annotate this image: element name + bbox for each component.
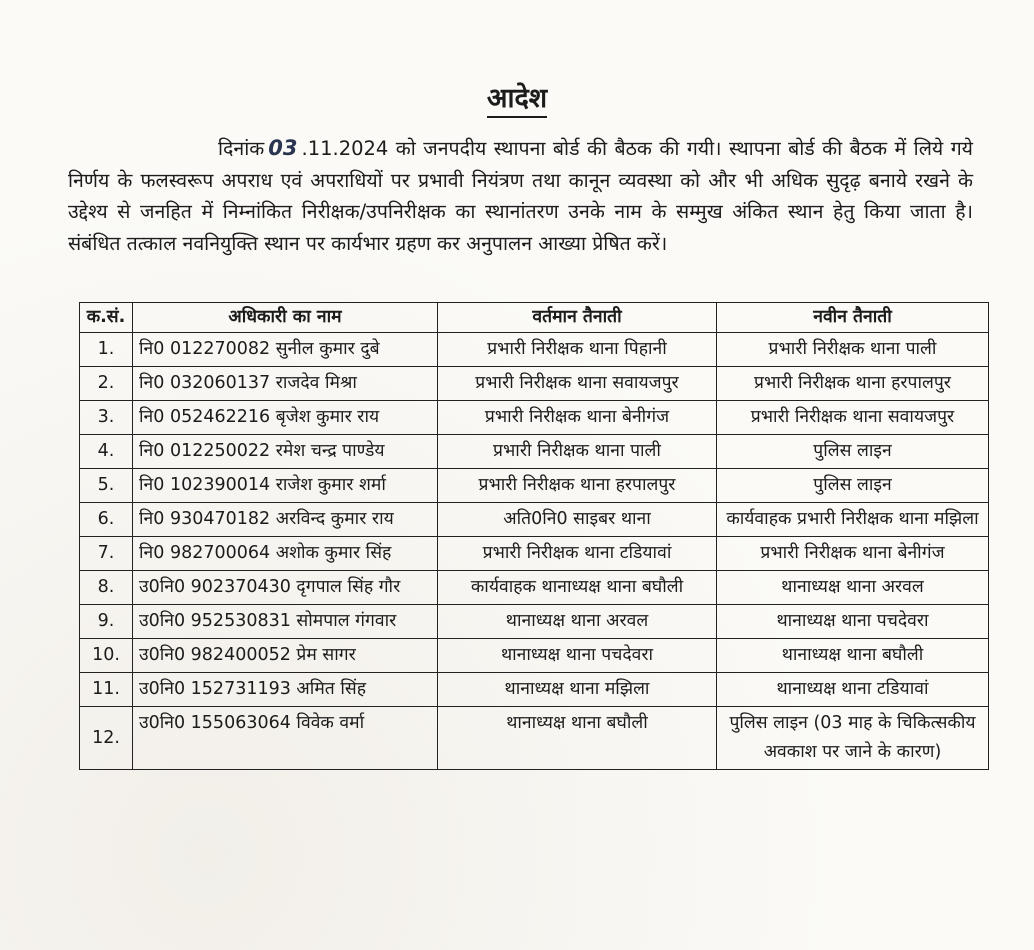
new-posting-cell: कार्यवाहक प्रभारी निरीक्षक थाना मझिला [717, 503, 989, 537]
new-posting-cell: पुलिस लाइन [717, 469, 989, 503]
table-row [80, 469, 989, 503]
officer-name-cell: नि0 930470182 अरविन्द कुमार राय [133, 503, 438, 537]
table-row [80, 673, 989, 707]
officer-name-cell: नि0 012270082 सुनील कुमार दुबे [133, 333, 438, 367]
current-posting-cell: प्रभारी निरीक्षक थाना सवायजपुर [438, 367, 717, 401]
current-posting-cell: थानाध्यक्ष थाना बघौली [438, 707, 717, 770]
table-row [80, 639, 989, 673]
officer-name-cell: नि0 032060137 राजदेव मिश्रा [133, 367, 438, 401]
new-posting-cell: प्रभारी निरीक्षक थाना हरपालपुर [717, 367, 989, 401]
officer-name-cell: नि0 052462216 बृजेश कुमार राय [133, 401, 438, 435]
order-body-text: .11.2024 को जनपदीय स्थापना बोर्ड की बैठक की गयी। स्थापना बोर्ड की बैठक में लिये गये निर्णय के फलस्वरूप अपराध एवं अपराधियों पर प्रभावी नियंत्रण तथा कानून व्यवस्था को और भी अधिक सुदृढ़ बनाये रखने के उद्देश्य से जनहित में निम्नांकित निरीक्षक/उपनिरीक्षक का स्थानांतरण उनके नाम के सम्मुख अंकित स्थान हेतु किया जाता है। संबंधित तत्काल नवनियुक्ति स्थान पर कार्यभार ग्रहण कर अनुपालन आख्या प्रेषित करें। [68, 137, 973, 255]
new-posting-cell: थानाध्यक्ष थाना टडियावां [717, 673, 989, 707]
officer-name-cell: नि0 982700064 अशोक कुमार सिंह [133, 537, 438, 571]
table-row [80, 401, 989, 435]
current-posting-cell: प्रभारी निरीक्षक थाना पिहानी [438, 333, 717, 367]
serial-cell: 2. [80, 367, 133, 401]
order-title-text: आदेश [487, 83, 547, 118]
new-posting-cell: पुलिस लाइन (03 माह के चिकित्सकीय अवकाश पर जाने के कारण) [717, 707, 989, 770]
current-posting-cell: प्रभारी निरीक्षक थाना बेनीगंज [438, 401, 717, 435]
header-serial: क.सं. [80, 303, 133, 333]
order-title [0, 78, 1034, 115]
serial-cell: 9. [80, 605, 133, 639]
serial-cell: 6. [80, 503, 133, 537]
serial-cell: 11. [80, 673, 133, 707]
officer-name-cell: उ0नि0 155063064 विवेक वर्मा [133, 707, 438, 770]
table-row [80, 571, 989, 605]
serial-cell: 4. [80, 435, 133, 469]
current-posting-cell: अति0नि0 साइबर थाना [438, 503, 717, 537]
header-new-posting: नवीन तैनाती [717, 303, 989, 333]
table-row [80, 503, 989, 537]
current-posting-cell: थानाध्यक्ष थाना अरवल [438, 605, 717, 639]
officer-name-cell: उ0नि0 982400052 प्रेम सागर [133, 639, 438, 673]
table-row [80, 707, 989, 770]
header-current-posting: वर्तमान तैनाती [438, 303, 717, 333]
current-posting-cell: थानाध्यक्ष थाना मझिला [438, 673, 717, 707]
serial-cell: 8. [80, 571, 133, 605]
table-header-row [80, 303, 989, 333]
transfer-table [79, 302, 989, 770]
serial-cell: 12. [80, 707, 133, 770]
serial-cell: 10. [80, 639, 133, 673]
current-posting-cell: प्रभारी निरीक्षक थाना पाली [438, 435, 717, 469]
officer-name-cell: उ0नि0 902370430 दृगपाल सिंह गौर [133, 571, 438, 605]
current-posting-cell: कार्यवाहक थानाध्यक्ष थाना बघौली [438, 571, 717, 605]
table-row [80, 367, 989, 401]
new-posting-cell: प्रभारी निरीक्षक थाना पाली [717, 333, 989, 367]
serial-cell: 7. [80, 537, 133, 571]
new-posting-cell: प्रभारी निरीक्षक थाना बेनीगंज [717, 537, 989, 571]
officer-name-cell: उ0नि0 952530831 सोमपाल गंगवार [133, 605, 438, 639]
table-row [80, 435, 989, 469]
current-posting-cell: प्रभारी निरीक्षक थाना हरपालपुर [438, 469, 717, 503]
new-posting-cell: पुलिस लाइन [717, 435, 989, 469]
new-posting-cell: थानाध्यक्ष थाना बघौली [717, 639, 989, 673]
new-posting-cell: थानाध्यक्ष थाना अरवल [717, 571, 989, 605]
handwritten-date: 03 [268, 136, 298, 160]
table-row [80, 333, 989, 367]
date-prefix: दिनांक [218, 137, 265, 160]
current-posting-cell: थानाध्यक्ष थाना पचदेवरा [438, 639, 717, 673]
table-row [80, 605, 989, 639]
header-officer-name: अधिकारी का नाम [133, 303, 438, 333]
order-paragraph [68, 133, 973, 259]
serial-cell: 1. [80, 333, 133, 367]
officer-name-cell: नि0 012250022 रमेश चन्द्र पाण्डेय [133, 435, 438, 469]
officer-name-cell: उ0नि0 152731193 अमित सिंह [133, 673, 438, 707]
new-posting-cell: प्रभारी निरीक्षक थाना सवायजपुर [717, 401, 989, 435]
table-row [80, 537, 989, 571]
officer-name-cell: नि0 102390014 राजेश कुमार शर्मा [133, 469, 438, 503]
serial-cell: 5. [80, 469, 133, 503]
new-posting-cell: थानाध्यक्ष थाना पचदेवरा [717, 605, 989, 639]
serial-cell: 3. [80, 401, 133, 435]
current-posting-cell: प्रभारी निरीक्षक थाना टडियावां [438, 537, 717, 571]
